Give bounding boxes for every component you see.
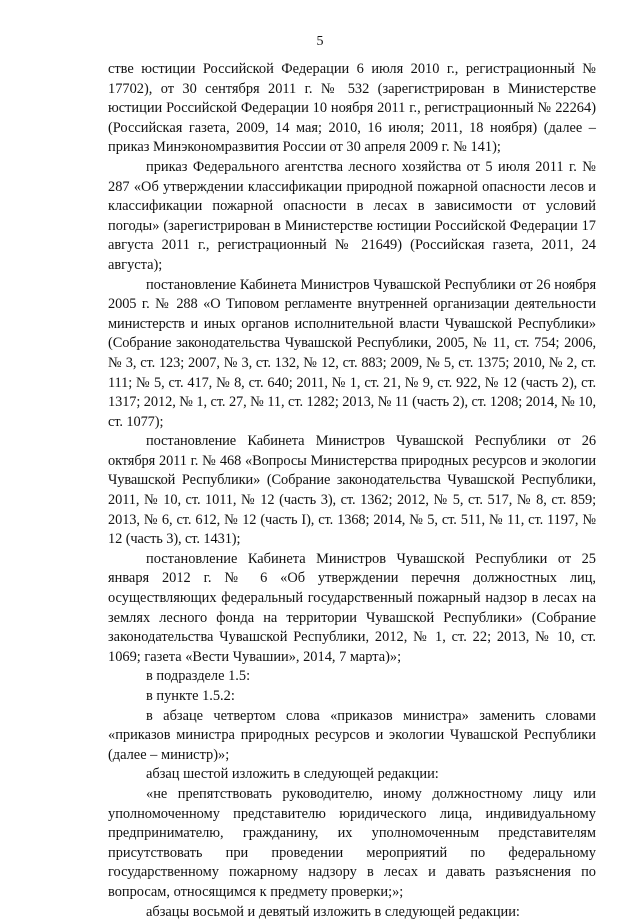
paragraph-continuation: стве юстиции Российской Федерации 6 июля 2010 г., регистрационный № 17702), от 30 сентября 2011 г. № 532 (зарегистрирован в Министерстве юстиции Российской Федерации 10 ноября 2011 г., регистрационный № 22264) (Российская газета, 2009, 14 мая; 2010, 16 июля; 2011, 18 ноября) (далее – приказ Минэкономразвития России от 30 апреля 2009 г. № 141); (108, 61, 596, 156)
paragraph-sixth-abzats: абзац шестой изложить в следующей редакции: (146, 766, 439, 783)
paragraph-resolution-468: постановление Кабинета Министров Чувашской Республики от 26 октября 2011 г. № 468 «Вопросы Министерства природных ресурсов и экологии Чувашской Республики» (Собрание законодательства Чувашской Республики, 2011, № 10, ст. 1011, № 12 (часть 3), ст. 1362; 2012, № 5, ст. 517, № 8, ст. 859; 2013, № 6, ст. 612, № 12 (часть I), ст. 1368; 2014, № 5, ст. 511, № 11, ст. 1197, № 12 (часть 3), ст. 1431); (108, 433, 596, 548)
page-number: 5 (316, 34, 324, 49)
paragraph-item-1-5-2: в пункте 1.5.2: (146, 688, 235, 704)
paragraph-subsection-1-5: в подразделе 1.5: (146, 668, 251, 685)
paragraph-fourth-abzats: в абзаце четвертом слова «приказов министра» заменить словами «приказов министра природных ресурсов и экологии Чувашской Республики (далее – министр)»; (108, 707, 596, 763)
paragraph-resolution-288: постановление Кабинета Министров Чувашской Республики от 26 ноября 2005 г. № 288 «О Типовом регламенте внутренней организации деятельности министерств и иных органов исполнительной власти Чувашской Республики» (Собрание законодательства Чувашской Республики, 2005, № 11, ст. 754; 2006, № 3, ст. 123; 2007, № 3, ст. 132, № 12, ст. 883; 2009, № 5, ст. 1375; 2010, № 2, ст. 111; № 5, ст. 417, № 8, ст. 640; 2011, № 1, ст. 21, № 9, ст. 922, № 12 (часть 2), ст. 1317; 2012, № 1, ст. 27, № 11, ст. 1282; 2013, № 11 (часть 2), ст. 1208; 2014, № 10, ст. 1077); (108, 276, 596, 430)
paragraph-forestry-order: приказ Федерального агентства лесного хозяйства от 5 июля 2011 г. № 287 «Об утверждении классификации природной пожарной опасности лесов и классификации пожарной опасности в лесах в зависимости от условий погоды» (зарегистрирован в Министерстве юстиции Российской Федерации 17 августа 2011 г., регистрационный № 21649) (Российская газета, 2011, 24 августа); (108, 158, 596, 273)
paragraph-resolution-6: постановление Кабинета Министров Чувашской Республики от 25 января 2012 г. № 6 «Об утверждении перечня должностных лиц, осуществляющих федеральный государственный пожарный надзор в лесах на землях лесного фонда на территории Чувашской Республики» (Собрание законодательства Чувашской Республики, 2012, № 1, ст. 22; 2013, № 10, ст. 1069; газета «Вести Чувашии», 2014, 7 марта)»; (108, 550, 596, 665)
paragraph-quoted-text: «не препятствовать руководителю, иному должностному лицу или уполномоченному представителю юридического лица, индивидуальному предпринимателю, гражданину, их уполномоченным представителям присутствовать при проведении мероприятий по федеральному государственному пожарному надзору в лесах и давать разъяснения по вопросам, относящимся к предмету проверки;»; (108, 785, 596, 900)
document-body (108, 60, 596, 922)
paragraph-eighth-ninth-abzats: абзацы восьмой и девятый изложить в следующей редакции: (146, 903, 520, 920)
